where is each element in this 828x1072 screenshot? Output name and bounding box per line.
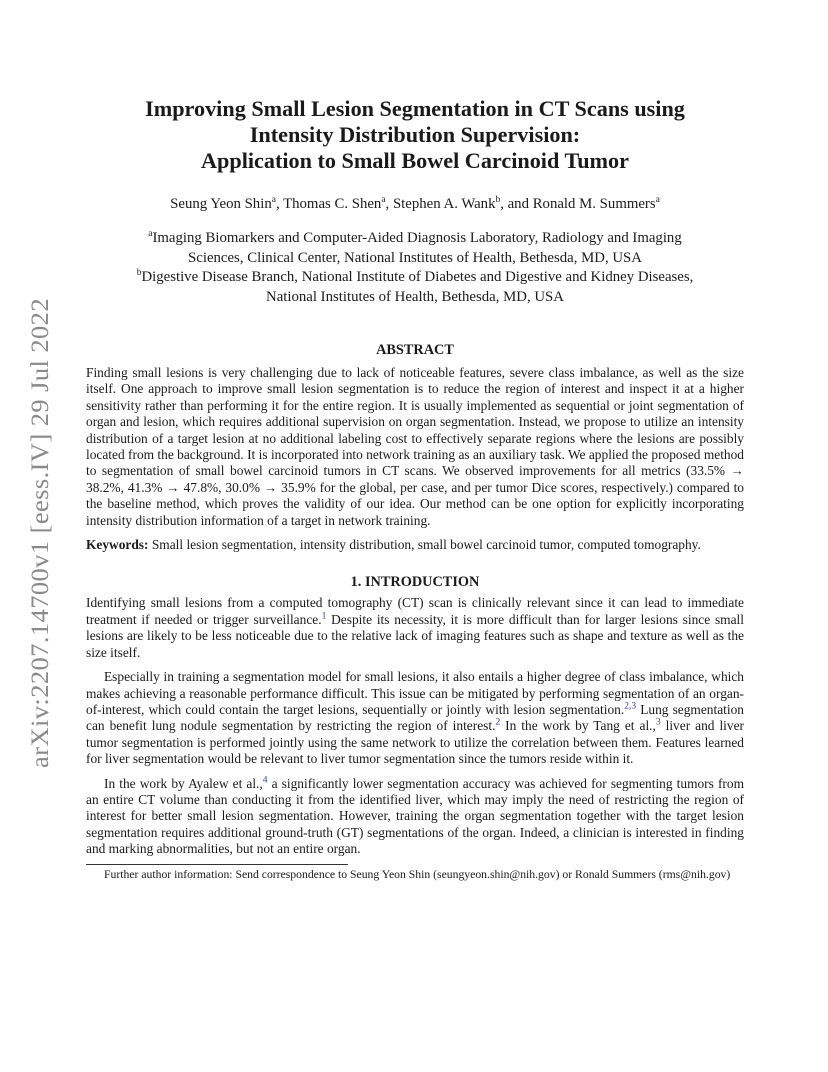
author-name: Thomas C. Shen xyxy=(283,196,382,212)
title-line: Improving Small Lesion Segmentation in CT Scans using xyxy=(145,96,685,121)
author-name: Ronald M. Summers xyxy=(532,196,656,212)
affiliation-mark: a xyxy=(148,229,153,240)
affiliation-line: Digestive Disease Branch, National Institute of Diabetes and Digestive and Kidney Diseases, xyxy=(141,269,694,285)
author-separator: , and xyxy=(500,196,533,212)
affiliation-a xyxy=(86,229,744,268)
text-run: Identifying small lesions from a computed tomography (CT) scan is clinically relevant since it can lead to immediate treatment if needed or trigger surveillance. xyxy=(86,595,744,627)
affiliation-line: Sciences, Clinical Center, National Institutes of Health, Bethesda, MD, USA xyxy=(188,249,642,266)
text-run: liver and liver tumor segmentation is performed jointly using the same network to utilize the correlation between them. Features learned for liver segmentation would be relevant to liver tumor segmentation since the tumors reside within it. xyxy=(86,718,744,767)
abstract-body: Finding small lesions is very challenging due to lack of noticeable features, severe class imbalance, as well as the size itself. One approach to improve small lesion segmentation is to reduce the region of interest and inspect it at a higher sensitivity rather than performing it for the entire region. It is usually implemented as sequential or joint segmentation of organ and lesion, which requires additional supervision on organ segmentation. Instead, we propose to utilize an intensity distribution of a target lesion at no additional labeling cost to effectively separate regions where the lesions are possibly located from the background. It is incorporated into network training as an auxiliary task. We applied the proposed method to segmentation of small bowel carcinoid tumors in CT scans. We observed improvements for all metrics (33.5% → 38.2%, 41.3% → 47.8%, 30.0% → 35.9% for the global, per case, and per tumor Dice scores, respectively.) compared to the baseline method, which proves the validity of our idea. Our method can be one option for explicitly incorporating intensity distribution information of a target in network training. xyxy=(86,365,744,528)
intro-paragraph xyxy=(86,669,744,767)
arxiv-identifier-stamp xyxy=(22,296,58,770)
citation-link[interactable]: 2 xyxy=(495,717,501,728)
affiliation-mark: b xyxy=(495,195,501,206)
affiliation-b xyxy=(86,268,744,307)
footnote-divider xyxy=(86,864,348,865)
paper-page xyxy=(86,96,744,882)
citation-link[interactable]: 4 xyxy=(262,775,268,786)
arxiv-stamp-svg xyxy=(22,296,58,770)
footnote: Further author information: Send correspondence to Seung Yeon Shin (seungyeon.shin@nih.gov) or Ronald Summers (rms@nih.gov) xyxy=(104,867,731,881)
author-name: Seung Yeon Shin xyxy=(170,196,272,212)
affiliation-list xyxy=(86,229,744,307)
text-run: In the work by Ayalew et al., xyxy=(104,775,263,791)
intro-paragraph xyxy=(86,595,744,661)
title-line: Application to Small Bowel Carcinoid Tumor xyxy=(201,148,629,173)
text-run: a significantly lower segmentation accuracy was achieved for segmenting tumors from an entire CT volume than conducting it from the identified liver, which may imply the need of restricting the region of interest for better small lesion segmentation. However, training the organ segmentation together with the target lesion segmentation requires additional ground-truth (GT) segmentations of the organ. Indeed, a clinician is interested in finding and marking abnormalities, but not an entire organ. xyxy=(86,775,744,857)
affiliation-mark: a xyxy=(381,195,386,206)
author-name: Stephen A. Wank xyxy=(392,196,496,212)
citation-link[interactable]: 2,3 xyxy=(624,701,637,712)
text-run: Especially in training a segmentation model for small lesions, it also entails a higher degree of class imbalance, which makes achieving a reasonable performance difficult. This issue can be mitigated by performing segmentation of an organ-of-interest, which could contain the target lesions, sequentially or jointly with lesion segmentation. xyxy=(86,669,744,717)
text-run: Despite its necessity, it is more difficult than for larger lesions since small lesions are likely to be less noticeable due to the relative lack of imaging features such as shape and texture as well as the size itself. xyxy=(86,611,744,660)
paper-title xyxy=(86,96,744,174)
abstract-heading: ABSTRACT xyxy=(376,342,454,358)
author-list xyxy=(86,194,744,214)
affiliation-mark: a xyxy=(271,195,276,206)
keywords-line xyxy=(86,537,744,553)
arxiv-stamp-text: arXiv:2207.14700v1 [eess.IV] 29 Jul 2022 xyxy=(27,324,54,768)
keywords-text: Small lesion segmentation, intensity distribution, small bowel carcinoid tumor, computed tomography. xyxy=(151,537,701,553)
text-run: In the work by Tang et al., xyxy=(500,718,656,734)
affiliation-line: Imaging Biomarkers and Computer-Aided Diagnosis Laboratory, Radiology and Imaging xyxy=(152,230,682,246)
section-heading-introduction: 1. INTRODUCTION xyxy=(350,574,480,591)
citation-link[interactable]: 3 xyxy=(655,717,661,728)
intro-paragraph xyxy=(86,776,744,858)
title-line: Intensity Distribution Supervision: xyxy=(249,122,581,147)
keywords-label: Keywords: xyxy=(86,537,149,553)
author-separator: , xyxy=(385,196,393,212)
text-run: Lung segmentation can benefit lung nodule segmentation by restricting the region of interest. xyxy=(86,701,744,734)
affiliation-mark: a xyxy=(655,195,660,206)
affiliation-mark: b xyxy=(136,268,142,279)
author-separator: , xyxy=(275,196,284,212)
citation-link[interactable]: 1 xyxy=(321,611,327,622)
affiliation-line: National Institutes of Health, Bethesda, MD, USA xyxy=(266,288,564,305)
